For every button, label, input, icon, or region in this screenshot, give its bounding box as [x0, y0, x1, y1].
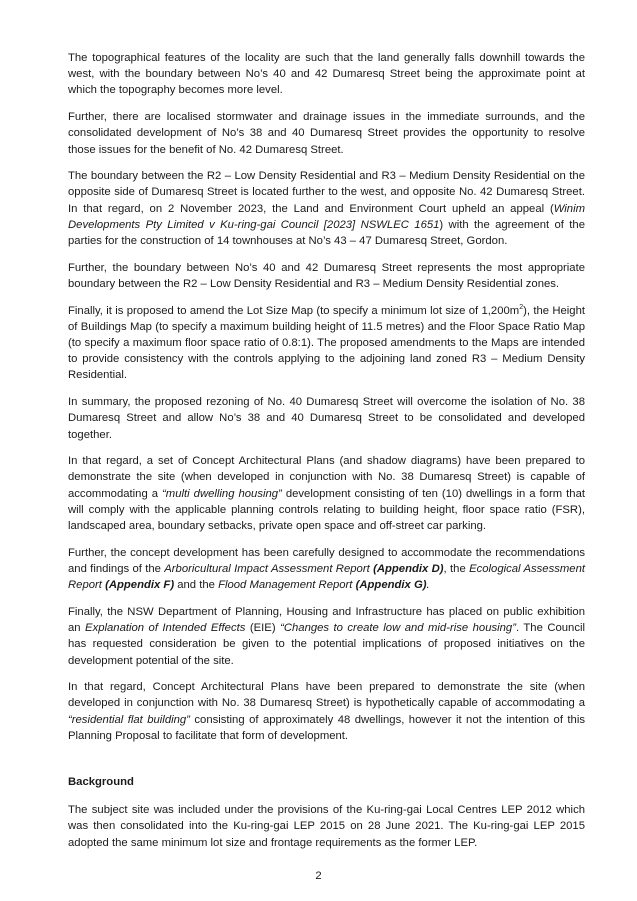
text-run: Explanation of Intended Effects — [85, 622, 246, 635]
body-paragraphs — [68, 50, 585, 744]
text-run: ), the Height of Buildings Map (to specify a maximum building height of 11.5 metres) and the Floor Space Ratio Map (to specify a maximum floor space ratio of 0.8:1). The proposed amendments to the Maps are intended to provide consistency with the controls applying to the adjoining land zoned R3 – Medium Density Residential. — [68, 304, 585, 382]
text-run: (EIE) — [245, 622, 281, 635]
text-run: Further, there are localised stormwater and drainage issues in the immediate surrounds, and the consolidated development of No’s 38 and 40 Dumaresq Street provides the opportunity to resolve those issues for the benefit of No. 42 Dumaresq Street. — [68, 111, 585, 156]
paragraph — [68, 453, 585, 534]
document-page — [68, 50, 585, 861]
text-run: ) with the agreement of the parties for the construction of 14 townhouses at No’s 43 – 47 Dumaresq Street, Gordon. — [68, 218, 585, 248]
text-run: (Appendix G) — [355, 579, 427, 592]
text-run: Ecological Assessment Report — [68, 562, 585, 592]
paragraph — [68, 394, 585, 443]
text-run: Finally, the NSW Department of Planning, Housing and Infrastructure has placed on public exhibition an — [68, 605, 585, 635]
text-run: Winim Developments Pty Limited v Ku-ring-gai Council [2023] NSWLEC 1651 — [68, 202, 585, 231]
text-run: In that regard, Concept Architectural Plans have been prepared to demonstrate the site (when developed in conjunction with No. 38 Dumaresq Street) is hypothetically capable of accommodating a — [68, 681, 585, 710]
section-heading-background: Background — [68, 776, 134, 789]
text-run: “Changes to create low and mid-rise housing” — [280, 622, 516, 635]
text-run: consisting of approximately 48 dwellings, however it not the intention of this Planning Proposal to facilitate that form of development. — [68, 713, 585, 742]
text-run: Further, the concept development has been carefully designed to accommodate the recommendations and findings of the — [68, 546, 585, 575]
text-run: “residential flat building” — [68, 713, 190, 726]
text-run: and the — [174, 579, 219, 592]
text-run: . The Council has requested consideration be given to the potential implications of proposed initiatives on the development potential of the site. — [68, 622, 585, 667]
paragraph — [68, 545, 585, 594]
text-run: Arboricultural Impact Assessment Report — [164, 562, 370, 575]
paragraph — [68, 168, 585, 249]
text-run: Finally, it is proposed to amend the Lot Size Map (to specify a minimum lot size of 1,200m — [68, 304, 520, 317]
paragraph — [68, 109, 585, 158]
text-run: (Appendix D) — [373, 562, 444, 575]
text-run: 2 — [519, 303, 524, 311]
text-run: (Appendix F) — [105, 579, 175, 592]
text-run: In summary, the proposed rezoning of No. 40 Dumaresq Street will overcome the isolation of No. 38 Dumaresq Street and allow No’s 38 and 40 Dumaresq Street to be consolidated and developed together. — [68, 396, 585, 441]
paragraph — [68, 303, 585, 384]
paragraph — [68, 260, 585, 292]
text-run: The boundary between the R2 – Low Density Residential and R3 – Medium Density Residential on the opposite side of Dumaresq Street is located further to the west, and opposite No. 42 Dumaresq Street. In that regard, on 2 November 2023, the Land and Environment Court upheld an appeal ( — [68, 170, 585, 215]
text-run: . — [426, 579, 430, 592]
text-run: In that regard, a set of Concept Architectural Plans (and shadow diagrams) have been prepared to demonstrate the site (when developed in conjunction with No. 38 Dumaresq Street) is capable of accommodating a — [68, 455, 585, 500]
text-run: Flood Management Report — [218, 579, 353, 592]
paragraph — [68, 604, 585, 669]
text-run: “multi dwelling housing” — [162, 487, 282, 500]
text-run: , the — [443, 562, 470, 575]
paragraph — [68, 679, 585, 744]
text-run: development consisting of ten (10) dwellings in a form that will comply with the applicable planning controls relating to building height, floor space ratio (FSR), landscaped area, boundary setbacks, private open space and off-street car parking. — [68, 487, 585, 533]
text-run: The topographical features of the locality are such that the land generally falls downhill towards the west, with the boundary between No’s 40 and 42 Dumaresq Street being the approximate point at which the topography becomes more level. — [68, 52, 585, 97]
paragraph — [68, 50, 585, 99]
paragraph-background: The subject site was included under the provisions of the Ku-ring-gai Local Centres LEP 2012 which was then consolidated into the Ku-ring-gai LEP 2015 on 28 June 2021. The Ku-ring-gai LEP 2015 adopted the same minimum lot size and frontage requirements as the former LEP. — [68, 804, 585, 849]
page-number: 2 — [315, 870, 322, 882]
text-run: Further, the boundary between No’s 40 and 42 Dumaresq Street represents the most appropriate boundary between the R2 – Low Density Residential and R3 – Medium Density Residential zones. — [68, 261, 585, 290]
